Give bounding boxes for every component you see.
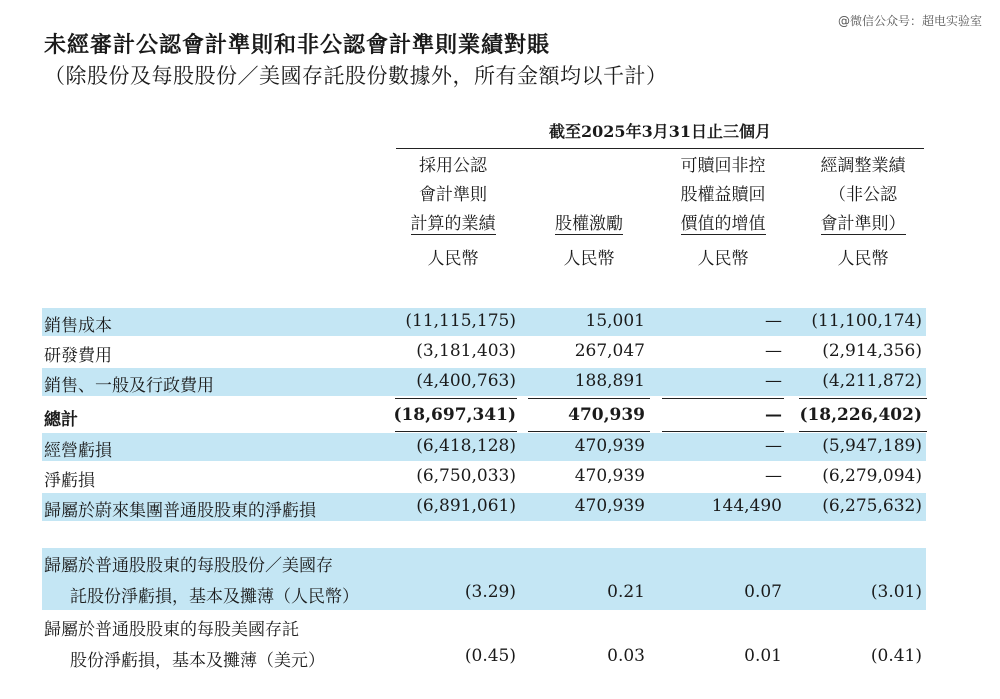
total-rule (395, 431, 517, 432)
watermark: @微信公众号：超电实验室 (837, 14, 982, 28)
row-label: 託股份淨虧損，基本及攤薄（人民幣） (70, 587, 359, 607)
cell-value: — (765, 371, 782, 391)
row-label: 歸屬於普通股股東的每股股份／美國存 (44, 556, 333, 576)
column-header-line: 採用公認 (419, 156, 487, 176)
row-label: 總計 (44, 410, 78, 430)
column-header-gaap (392, 152, 514, 274)
subtotal-rule (528, 398, 650, 399)
cell-value: 0.03 (607, 646, 645, 666)
column-header-line: 會計準則） (820, 214, 906, 234)
document-title: 未經審計公認會計準則和非公認會計準則業績對賬 (44, 32, 551, 58)
row-label: 研發費用 (44, 346, 112, 366)
cell-value: 188,891 (574, 371, 645, 391)
cell-value: (11,115,175) (405, 311, 516, 331)
cell-value: 0.01 (744, 646, 782, 666)
cell-value: (18,226,402) (799, 405, 922, 425)
column-header-line: 經調整業績 (820, 156, 906, 176)
column-currency: 人民幣 (563, 249, 615, 269)
column-header-line: 股權激勵 (555, 214, 623, 234)
cell-value: (5,947,189) (822, 436, 922, 456)
cell-value: (0.45) (464, 646, 516, 666)
cell-value: 470,939 (574, 496, 645, 516)
eps-row-rmb (42, 548, 926, 610)
cell-value: (3.29) (464, 582, 516, 602)
cell-value: 470,939 (574, 466, 645, 486)
cell-value: (0.41) (870, 646, 922, 666)
column-header-share-comp (528, 152, 650, 274)
period-header: 截至2025年3月31日止三個月 (396, 119, 924, 149)
table-row (42, 463, 926, 491)
row-label: 歸屬於普通股股東的每股美國存託 (44, 620, 299, 640)
subtotal-rule (395, 398, 517, 399)
cell-value: (11,100,174) (811, 311, 922, 331)
total-rule (799, 431, 927, 432)
table-row (42, 338, 926, 366)
row-label: 銷售、一般及行政費用 (44, 376, 214, 396)
cell-value: — (765, 311, 782, 331)
column-header-line: 可贖回非控 (680, 156, 766, 176)
column-currency: 人民幣 (427, 249, 479, 269)
table-row (42, 368, 926, 396)
cell-value: 0.21 (607, 582, 645, 602)
cell-value: (6,418,128) (416, 436, 516, 456)
cell-value: 267,047 (574, 341, 645, 361)
column-header-line: 會計準則 (419, 185, 487, 205)
column-header-line: 計算的業績 (410, 214, 496, 234)
cell-value: — (765, 466, 782, 486)
column-header-adjusted (799, 152, 927, 274)
row-label: 經營虧損 (44, 441, 112, 461)
cell-value: (2,914,356) (822, 341, 922, 361)
column-currency: 人民幣 (697, 249, 749, 269)
cell-value: 0.07 (744, 582, 782, 602)
eps-row-usd (42, 612, 926, 674)
cell-value: (6,750,033) (416, 466, 516, 486)
row-label: 股份淨虧損，基本及攤薄（美元） (70, 651, 325, 671)
column-header-accretion (662, 152, 784, 274)
subtotal-rule (662, 398, 784, 399)
row-label: 淨虧損 (44, 471, 95, 491)
cell-value: 470,939 (568, 405, 645, 425)
table-row-total (42, 402, 926, 430)
column-header-line: 價值的增值 (680, 214, 766, 234)
cell-value: (6,279,094) (822, 466, 922, 486)
cell-value: — (765, 436, 782, 456)
cell-value: (4,400,763) (416, 371, 516, 391)
table-row (42, 433, 926, 461)
table-row (42, 493, 926, 521)
cell-value: — (765, 341, 782, 361)
column-header-line: 股權益贖回 (680, 185, 766, 205)
cell-value: (4,211,872) (822, 371, 922, 391)
total-rule (528, 431, 650, 432)
cell-value: — (765, 405, 782, 425)
cell-value: 144,490 (711, 496, 782, 516)
column-header-line: （非公認 (829, 185, 897, 205)
column-currency: 人民幣 (837, 249, 889, 269)
row-label: 歸屬於蔚來集團普通股股東的淨虧損 (44, 501, 316, 521)
subtotal-rule (799, 398, 927, 399)
cell-value: 470,939 (574, 436, 645, 456)
cell-value: 15,001 (585, 311, 645, 331)
cell-value: (3.01) (870, 582, 922, 602)
cell-value: (6,275,632) (822, 496, 922, 516)
cell-value: (3,181,403) (416, 341, 516, 361)
table-row (42, 308, 926, 336)
cell-value: (18,697,341) (393, 405, 516, 425)
row-label: 銷售成本 (44, 316, 112, 336)
cell-value: (6,891,061) (416, 496, 516, 516)
document-subtitle: （除股份及每股股份／美國存託股份數據外，所有金額均以千計） (44, 64, 668, 88)
total-rule (662, 431, 784, 432)
